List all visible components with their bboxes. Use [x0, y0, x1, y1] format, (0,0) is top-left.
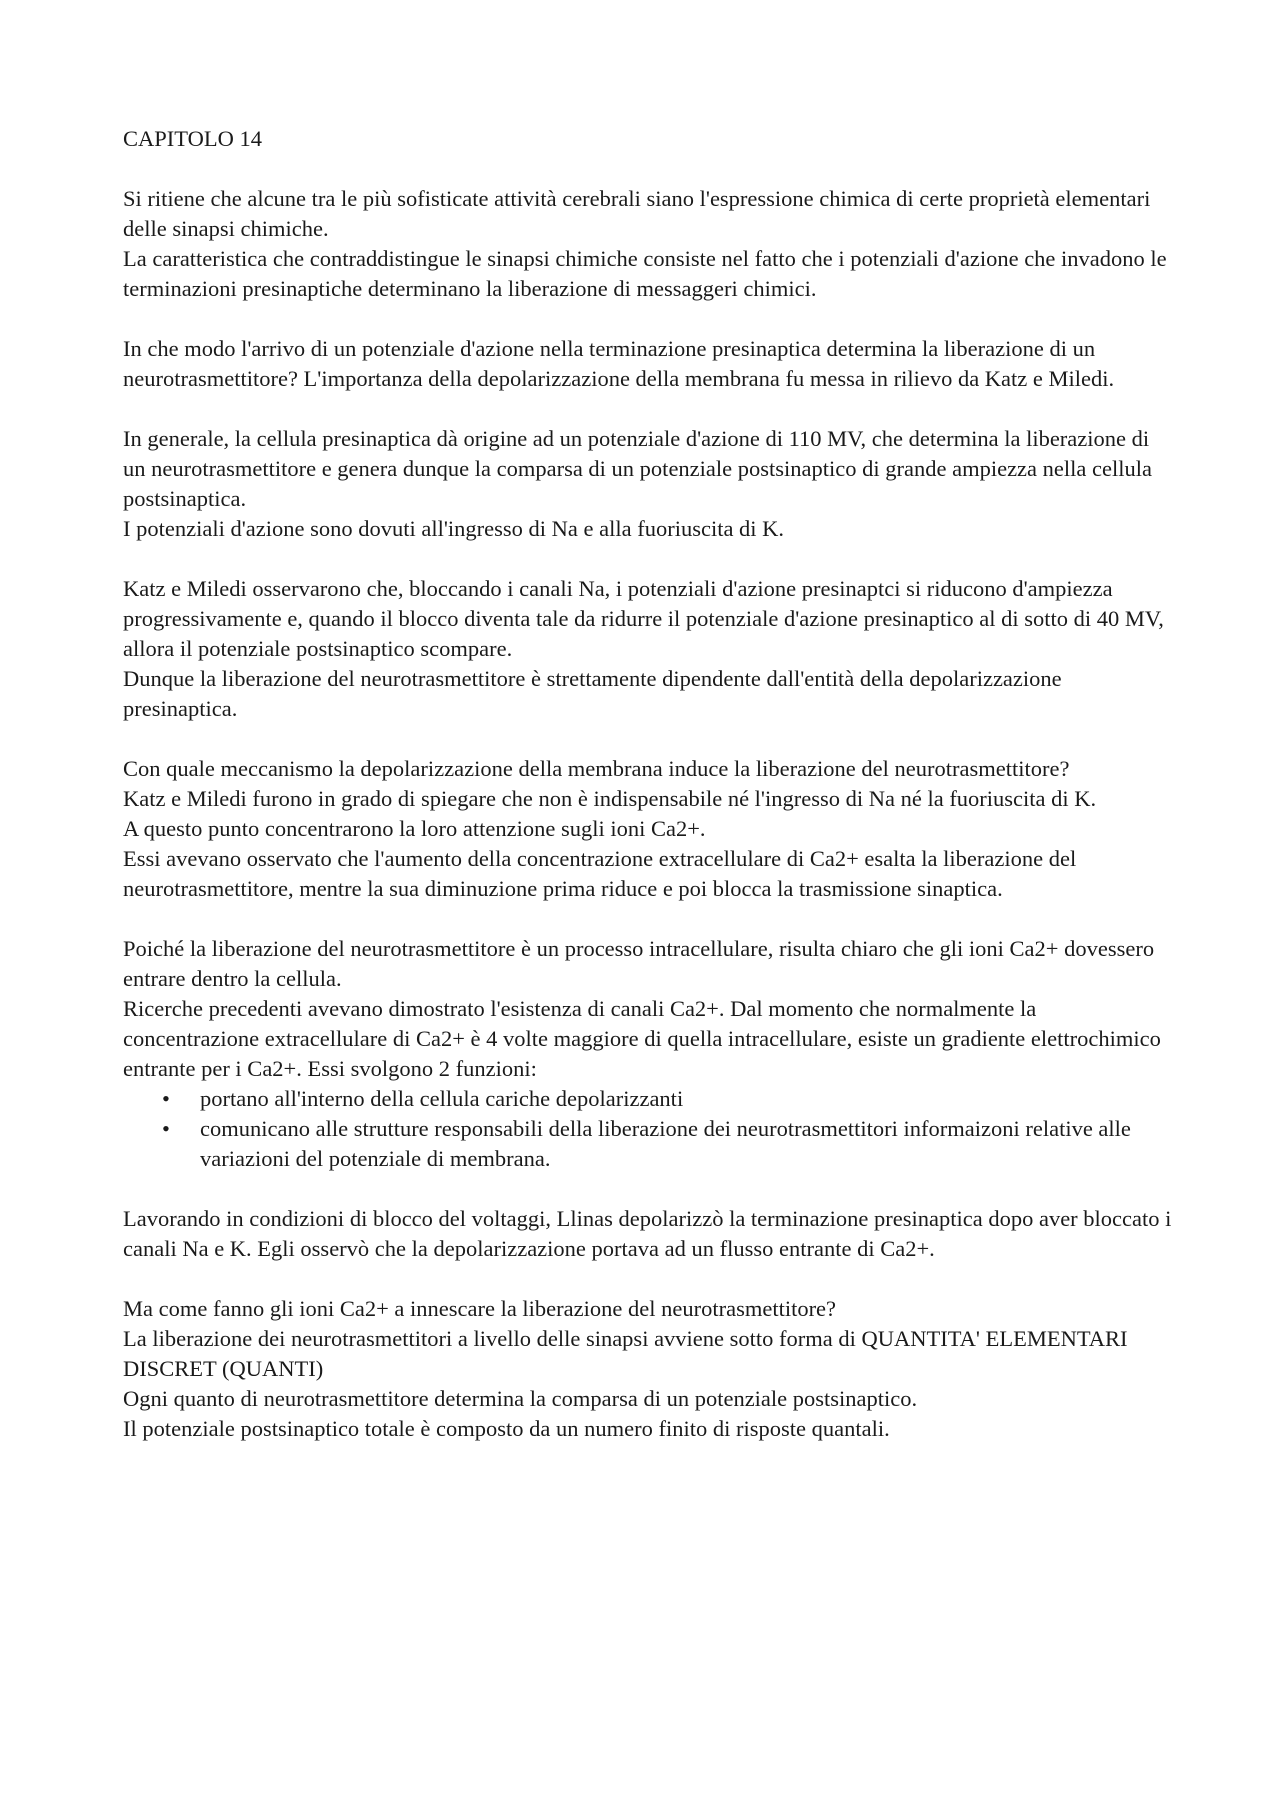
- paragraph-14: Lavorando in condizioni di blocco del voltaggi, Llinas depolarizzò la terminazione presinaptica dopo aver bloccato i canali Na e K. Egli osservò che la depolarizzazione portava ad un flusso entrante di Ca2+.: [123, 1206, 1172, 1261]
- paragraph-gap: [123, 304, 1173, 334]
- bullet-icon: •: [162, 1086, 170, 1111]
- paragraph-gap: [123, 724, 1173, 754]
- paragraph-2: La caratteristica che contraddistingue le sinapsi chimiche consiste nel fatto che i potenziali d'azione che invadono le terminazioni presinaptiche determinano la liberazione di messaggeri chimici.: [123, 246, 1167, 301]
- paragraph-gap: [123, 1174, 1173, 1204]
- document-body: [123, 124, 1173, 1444]
- paragraph-6: Katz e Miledi osservarono che, bloccando i canali Na, i potenziali d'azione presinaptci si riducono d'ampiezza progressivamente e, quando il blocco diventa tale da ridurre il potenziale d'azione presinaptico al di sotto di 40 MV, allora il potenziale postsinaptico scompare.: [123, 576, 1164, 661]
- paragraph-gap: [123, 394, 1173, 424]
- paragraph-11: Essi avevano osservato che l'aumento della concentrazione extracellulare di Ca2+ esalta la liberazione del neurotrasmettitore, mentre la sua diminuzione prima riduce e poi blocca la trasmissione sinaptica.: [123, 846, 1077, 901]
- paragraph-16: La liberazione dei neurotrasmettitori a livello delle sinapsi avviene sotto forma di QUANTITA' ELEMENTARI DISCRET (QUANTI): [123, 1326, 1128, 1381]
- paragraph-1: Si ritiene che alcune tra le più sofisticate attività cerebrali siano l'espressione chimica di certe proprietà elementari delle sinapsi chimiche.: [123, 186, 1151, 241]
- list-item: [162, 1084, 1173, 1114]
- paragraph-gap: [123, 154, 1173, 184]
- paragraph-4: In generale, la cellula presinaptica dà origine ad un potenziale d'azione di 110 MV, che determina la liberazione di un neurotrasmettitore e genera dunque la comparsa di un potenziale postsinaptico di grande ampiezza nella cellula postsinaptica.: [123, 426, 1152, 511]
- paragraph-7: Dunque la liberazione del neurotrasmettitore è strettamente dipendente dall'entità della depolarizzazione presinaptica.: [123, 666, 1062, 721]
- functions-list: [123, 1084, 1173, 1174]
- list-item-text: comunicano alle strutture responsabili della liberazione dei neurotrasmettitori informaizoni relative alle variazioni del potenziale di membrana.: [200, 1116, 1131, 1171]
- chapter-title: CAPITOLO 14: [123, 126, 262, 151]
- paragraph-5: I potenziali d'azione sono dovuti all'ingresso di Na e alla fuoriuscita di K.: [123, 516, 785, 541]
- paragraph-gap: [123, 904, 1173, 934]
- paragraph-10: A questo punto concentrarono la loro attenzione sugli ioni Ca2+.: [123, 816, 706, 841]
- paragraph-gap: [123, 1264, 1173, 1294]
- paragraph-3: In che modo l'arrivo di un potenziale d'azione nella terminazione presinaptica determina la liberazione di un neurotrasmettitore? L'importanza della depolarizzazione della membrana fu messa in rilievo da Katz e Miledi.: [123, 336, 1115, 391]
- paragraph-gap: [123, 544, 1173, 574]
- bullet-icon: •: [162, 1116, 170, 1141]
- paragraph-18: Il potenziale postsinaptico totale è composto da un numero finito di risposte quantali.: [123, 1416, 890, 1441]
- paragraph-17: Ogni quanto di neurotrasmettitore determina la comparsa di un potenziale postsinaptico.: [123, 1386, 918, 1411]
- paragraph-15: Ma come fanno gli ioni Ca2+ a innescare la liberazione del neurotrasmettitore?: [123, 1296, 837, 1321]
- list-item-text: portano all'interno della cellula cariche depolarizzanti: [200, 1086, 684, 1111]
- list-item: [162, 1114, 1173, 1174]
- paragraph-12: Poiché la liberazione del neurotrasmettitore è un processo intracellulare, risulta chiaro che gli ioni Ca2+ dovessero entrare dentro la cellula.: [123, 936, 1155, 991]
- paragraph-9: Katz e Miledi furono in grado di spiegare che non è indispensabile né l'ingresso di Na né la fuoriuscita di K.: [123, 786, 1097, 811]
- paragraph-13: Ricerche precedenti avevano dimostrato l'esistenza di canali Ca2+. Dal momento che normalmente la concentrazione extracellulare di Ca2+ è 4 volte maggiore di quella intracellulare, esiste un gradiente elettrochimico entrante per i Ca2+. Essi svolgono 2 funzioni:: [123, 996, 1161, 1081]
- paragraph-8: Con quale meccanismo la depolarizzazione della membrana induce la liberazione del neurotrasmettitore?: [123, 756, 1070, 781]
